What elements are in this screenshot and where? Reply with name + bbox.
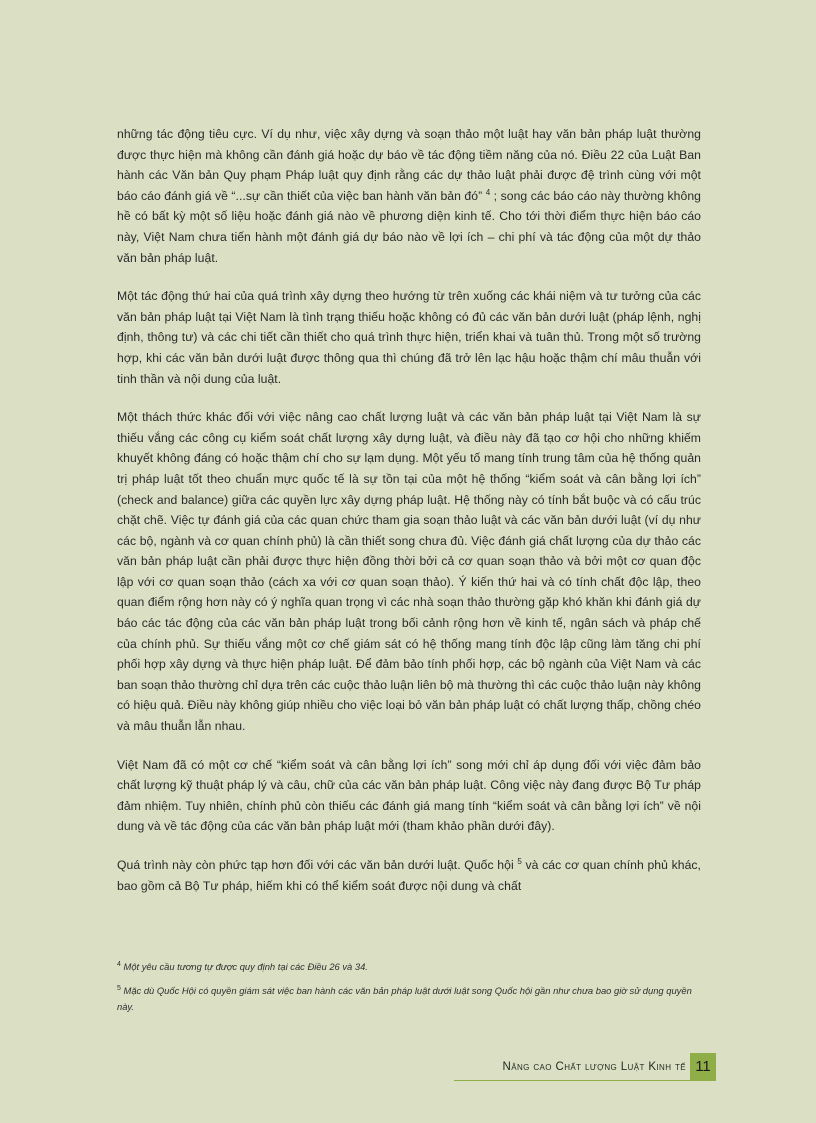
- paragraph-1-text-continued: ; song các báo cáo này thường không hề có bất kỳ một số liệu hoặc đánh giá nào về phương diện kinh tế. Cho tới thời điểm thực hiện báo cáo này, Việt Nam chưa tiến hành một đánh giá dự báo nào về lợi ích – chi phí và tác động của một dự thảo văn bản pháp luật.: [117, 188, 701, 265]
- footnote-number: 4: [117, 961, 121, 968]
- footnote-ref-4[interactable]: 4: [485, 187, 491, 197]
- paragraph-2: Một tác động thứ hai của quá trình xây dựng theo hướng từ trên xuống các khái niệm và tư tưởng của các văn bản pháp luật tại Việt Nam là tình trạng thiếu hoặc không có đủ các văn bản dưới luật (pháp lệnh, nghị định, thông tư) và các chi tiết cần thiết cho quá trình thực hiện, triển khai và tuân thủ. Trong một số trường hợp, khi các văn bản dưới luật được thông qua thì chúng đã trở lên lạc hậu hoặc thậm chí mâu thuẫn với tinh thần và nội dung của luật.: [117, 289, 701, 386]
- paragraph-1-text: những tác động tiêu cực. Ví dụ như, việc xây dựng và soạn thảo một luật hay văn bản pháp luật thường được thực hiện mà không cần đánh giá hoặc dự báo về tác động tiềm năng của nó. Điều 22 của Luật Ban hành các Văn bản Quy phạm Pháp luật quy định rằng các dự thảo luật phải được đệ trình cùng với một báo cáo đánh giá về “...sự cần thiết của việc ban hành văn bản đó”: [117, 127, 701, 203]
- footnote-ref-5[interactable]: 5: [517, 856, 522, 866]
- paragraph-5-text: Quá trình này còn phức tạp hơn đối với các văn bản dưới luật. Quốc hội: [117, 858, 518, 872]
- footnote-text: Mặc dù Quốc Hội có quyền giám sát việc ban hành các văn bản pháp luật dưới luật song Quốc hội gần như chưa bao giờ sử dụng quyền này.: [117, 984, 692, 1013]
- footnotes: [117, 957, 701, 1021]
- footnote-number: 5: [117, 984, 121, 992]
- page-number-badge: 11: [690, 1053, 716, 1081]
- paragraph-3: Một thách thức khác đối với việc nâng cao chất lượng luật và các văn bản pháp luật tại Việt Nam là sự thiếu vắng các công cụ kiểm soát chất lượng xây dựng luật, và điều này đã tạo cơ hội cho những khiếm khuyết không đáng có hoặc thậm chí cho sự lạm dụng. Một yếu tố mang tính trung tâm của hệ thống quản trị pháp luật tốt theo chuẩn mực quốc tế là sự tồn tại của một hệ thống “kiểm soát và cân bằng lợi ích” (check and balance) giữa các quyền lực xây dựng pháp luật. Hệ thống này có tính bắt buộc và có cấu trúc chặt chẽ. Việc tự đánh giá của các quan chức tham gia soạn thảo luật và các văn bản dưới luật (ví dụ như các bộ, ngành và cơ quan chính phủ) là cần thiết song chưa đủ. Việc đánh giá chất lượng của dự thảo các văn bản pháp luật cần phải được thực hiện đồng thời bởi cả cơ quan soạn thảo và bởi một cơ quan độc lập với cơ quan soạn thảo (cách xa với cơ quan soạn thảo). Ý kiến thứ hai và có tính chất độc lập, theo quan điểm rộng hơn này có ý nghĩa quan trọng vì các nhà soạn thảo thường gặp khó khăn khi đánh giá dự báo các tác động của các văn bản pháp luật trong bối cảnh rộng hơn về kinh tế, ngân sách và pháp chế của chính phủ. Sự thiếu vắng một cơ chế giám sát có hệ thống mang tính độc lập cũng làm tăng chi phí phối hợp xây dựng và thực hiện pháp luật. Để đảm bảo tính phối hợp, các bộ ngành của Việt Nam và các ban soạn thảo thường chỉ dựa trên các cuộc thảo luận liên bộ mà thường thì các cuộc thảo luận này không có hiệu quả. Điều này không giúp nhiều cho việc loại bỏ văn bản pháp luật có chất lượng thấp, chồng chéo và mâu thuẫn lẫn nhau.: [117, 410, 701, 734]
- footnote-4: [117, 957, 701, 976]
- page-footer: [0, 1052, 816, 1080]
- paragraph-4: Việt Nam đã có một cơ chế “kiểm soát và cân bằng lợi ích” song mới chỉ áp dụng đối với việc đảm bảo chất lượng kỹ thuật pháp lý và câu, chữ của các văn bản pháp luật. Công việc này đang được Bộ Tư pháp đảm nhiệm. Tuy nhiên, chính phủ còn thiếu các đánh giá mang tính “kiểm soát và cân bằng lợi ích” về nội dung và về tác động của các văn bản pháp luật mới (tham khảo phần dưới đây).: [117, 757, 701, 834]
- main-text: [117, 124, 701, 914]
- footer-rule: [454, 1080, 690, 1081]
- paragraph-1: [117, 124, 701, 268]
- running-title: Nâng cao Chất lượng Luật Kinh tế: [502, 1061, 686, 1073]
- paragraph-5: [117, 855, 701, 896]
- footnote-5: [117, 981, 701, 1016]
- paragraph-5-text-continued: và các cơ quan chính phủ khác, bao gồm cả Bộ Tư pháp, hiếm khi có thể kiểm soát được nội dung và chất: [117, 858, 701, 893]
- footnote-text: Một yêu cầu tương tự được quy định tại các Điều 26 và 34.: [120, 961, 368, 973]
